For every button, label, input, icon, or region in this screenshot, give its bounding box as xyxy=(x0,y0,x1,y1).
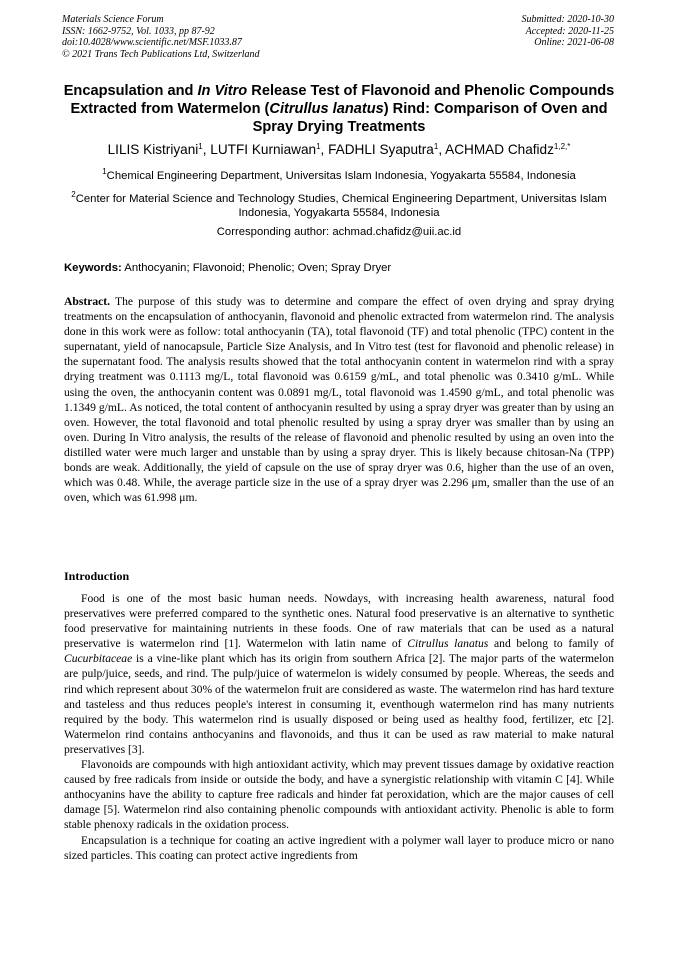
affiliation-sup: 2 xyxy=(71,190,76,199)
author-affiliation-sup: 1 xyxy=(316,142,321,151)
paragraph-text: Food is one of the most basic human needs. Nowdays, with increasing health awareness, natural food preservatives were preferred compared to the synthetic ones. Natural food preservative is an alternative to synthetic food preservative for maintaining nutrients in these foods. One of raw materials that can be used as a natural preservative is watermelon rind [1]. Watermelon with latin name of xyxy=(64,592,614,651)
intro-paragraph-3: Encapsulation is a technique for coating an active ingredient with a polymer wall layer to produce micro or nano sized particles. This coating can protect active ingredients from xyxy=(64,833,614,862)
introduction-body xyxy=(64,591,614,863)
author-list xyxy=(40,141,638,159)
journal-doi: doi:10.4028/www.scientific.net/MSF.1033.87 xyxy=(62,37,242,48)
accepted-date: Accepted: 2020-11-25 xyxy=(525,25,614,37)
author-separator: , xyxy=(438,142,446,157)
title-text: Encapsulation and xyxy=(63,83,198,99)
keywords-text: Anthocyanin; Flavonoid; Phenolic; Oven; Spray Dryer xyxy=(121,262,392,274)
author-separator: , xyxy=(202,142,211,157)
journal-issn: ISSN: 1662-9752, Vol. 1033, pp 87-92 xyxy=(62,25,215,37)
abstract xyxy=(64,294,614,505)
author-name: LILIS Kistriyani xyxy=(107,142,199,157)
journal-copyright: © 2021 Trans Tech Publications Ltd, Switzerland xyxy=(62,48,260,60)
affiliation-1 xyxy=(60,169,618,183)
author-separator: , xyxy=(320,142,329,157)
abstract-text: The purpose of this study was to determine and compare the effect of oven drying and spray drying treatments on the encapsulation of anthocyanin, flavonoid and phenolic extracted from watermelon rind. The analysis done in this work were as follow: total anthocyanin (TA), total flavonoid (TF) and total phenolic (TPC) content in the supernatant, yield of nanocapsule, Particle Size Analysis, and In Vitro test (test for flavonoid and phenolic release) in the supernatant food. The analysis results showed that the total anthocyanin content in watermelon rind with a spray drying treatment was 0.1113 mg/L, total flavonoid was 0.6159 g/mL, and total phenolic was 0.3410 g/mL. While using the oven, the anthocyanin content was 0.0891 mg/L, total flavonoid was 1.4590 g/mL, and total phenolic was 1.1349 g/mL. As noticed, the total content of anthocyanin resulted by using a spray dryer was greater than by using an oven. However, the total flavonoid and total phenolic resulted by using a spray dryer was smaller than by using an oven. During In Vitro analysis, the results of the release of flavonoid and phenolic resulted by using an oven into the distilled water were much larger and unstable than by using a spray dryer. This is likely because chitosan-Na (TPP) bonds are weak. Additionally, the yield of capsule on the use of spray dryer was 0.6, higher than the use of an oven, which was 0.48. While, the average particle size in the use of a spray dryer was 2.296 μm, smaller than the use of an oven, which was 61.998 μm. xyxy=(64,295,614,505)
author-affiliation-sup: 1 xyxy=(433,142,439,151)
intro-paragraph-1 xyxy=(64,591,614,757)
author-name: FADHLI Syaputra xyxy=(328,142,434,157)
paragraph-text: and belong to family of xyxy=(488,637,614,651)
journal-header-right xyxy=(522,14,615,49)
submitted-date: Submitted: 2020-10-30 xyxy=(521,14,614,25)
section-heading-introduction: Introduction xyxy=(64,569,130,583)
journal-header-left xyxy=(62,14,260,60)
affiliation-sup: 1 xyxy=(102,167,107,176)
paper-title xyxy=(60,82,618,136)
journal-name: Materials Science Forum xyxy=(62,14,164,25)
title-text: ) Rind: Comparison of Oven and Spray Drying Treatments xyxy=(252,101,608,135)
species-name-italic: Citrullus lanatus xyxy=(407,637,489,651)
keywords xyxy=(64,261,616,275)
affiliation-text: Center for Material Science and Technology Studies, Chemical Engineering Department, Universitas Islam Indonesia, Yogyakarta 55584, Indonesia xyxy=(75,193,607,219)
family-name-italic: Cucurbitaceae xyxy=(64,652,133,666)
author-name: LUTFI Kurniawan xyxy=(210,142,317,157)
title-italic-species: Citrullus lanatus xyxy=(269,101,384,117)
author-affiliation-sup: 1,2,* xyxy=(553,142,571,151)
paragraph-text: is a vine-like plant which has its origin from southern Africa [2]. The major parts of the watermelon are pulp/juice, seeds, and rind. The pulp/juice of watermelon is widely consumed by people. Whereas, the seeds and rind which represent about 30% of the watermelon fruit are considered as waste. The watermelon rind has hard texture and tasteless and thus reduces people's interest in consuming it, eventhough watermelon rind has many nutrients required by the body. This watermelon rind is usually disposed or being used as healthy food, fertilizer, etc [2]. Watermelon rind contains anthocyanins and flavonoids, and thus it can be used as raw material to make natural preservatives [3]. xyxy=(64,652,614,756)
author-name: ACHMAD Chafidz xyxy=(445,142,554,157)
author-affiliation-sup: 1 xyxy=(198,142,203,151)
title-italic-in-vitro: In Vitro xyxy=(197,83,248,99)
affiliation-text: Chemical Engineering Department, Universitas Islam Indonesia, Yogyakarta 55584, Indonesia xyxy=(106,170,576,182)
intro-paragraph-2: Flavonoids are compounds with high antioxidant activity, which may prevent tissues damage by oxidative reaction caused by free radicals from inside or outside the body, and have a synergistic relationship with vitamin C [4]. While anthocyanins have the ability to capture free radicals and hinder fat peroxidation, which are the major causes of cell damage [5]. Watermelon rind also containing phenolic compounds with antioxidant activity. Phenolic is able to form stable phenoxy radicals in the oxidation process. xyxy=(64,758,614,832)
corresponding-author: Corresponding author: achmad.chafidz@uii.ac.id xyxy=(216,226,462,238)
keywords-label: Keywords: xyxy=(64,262,122,274)
abstract-label: Abstract. xyxy=(64,295,111,308)
online-date: Online: 2021-06-08 xyxy=(534,37,614,48)
title-text: Release Test of Flavonoid and Phenolic Compounds Extracted from Watermelon ( xyxy=(70,83,615,117)
affiliation-2 xyxy=(60,192,618,220)
